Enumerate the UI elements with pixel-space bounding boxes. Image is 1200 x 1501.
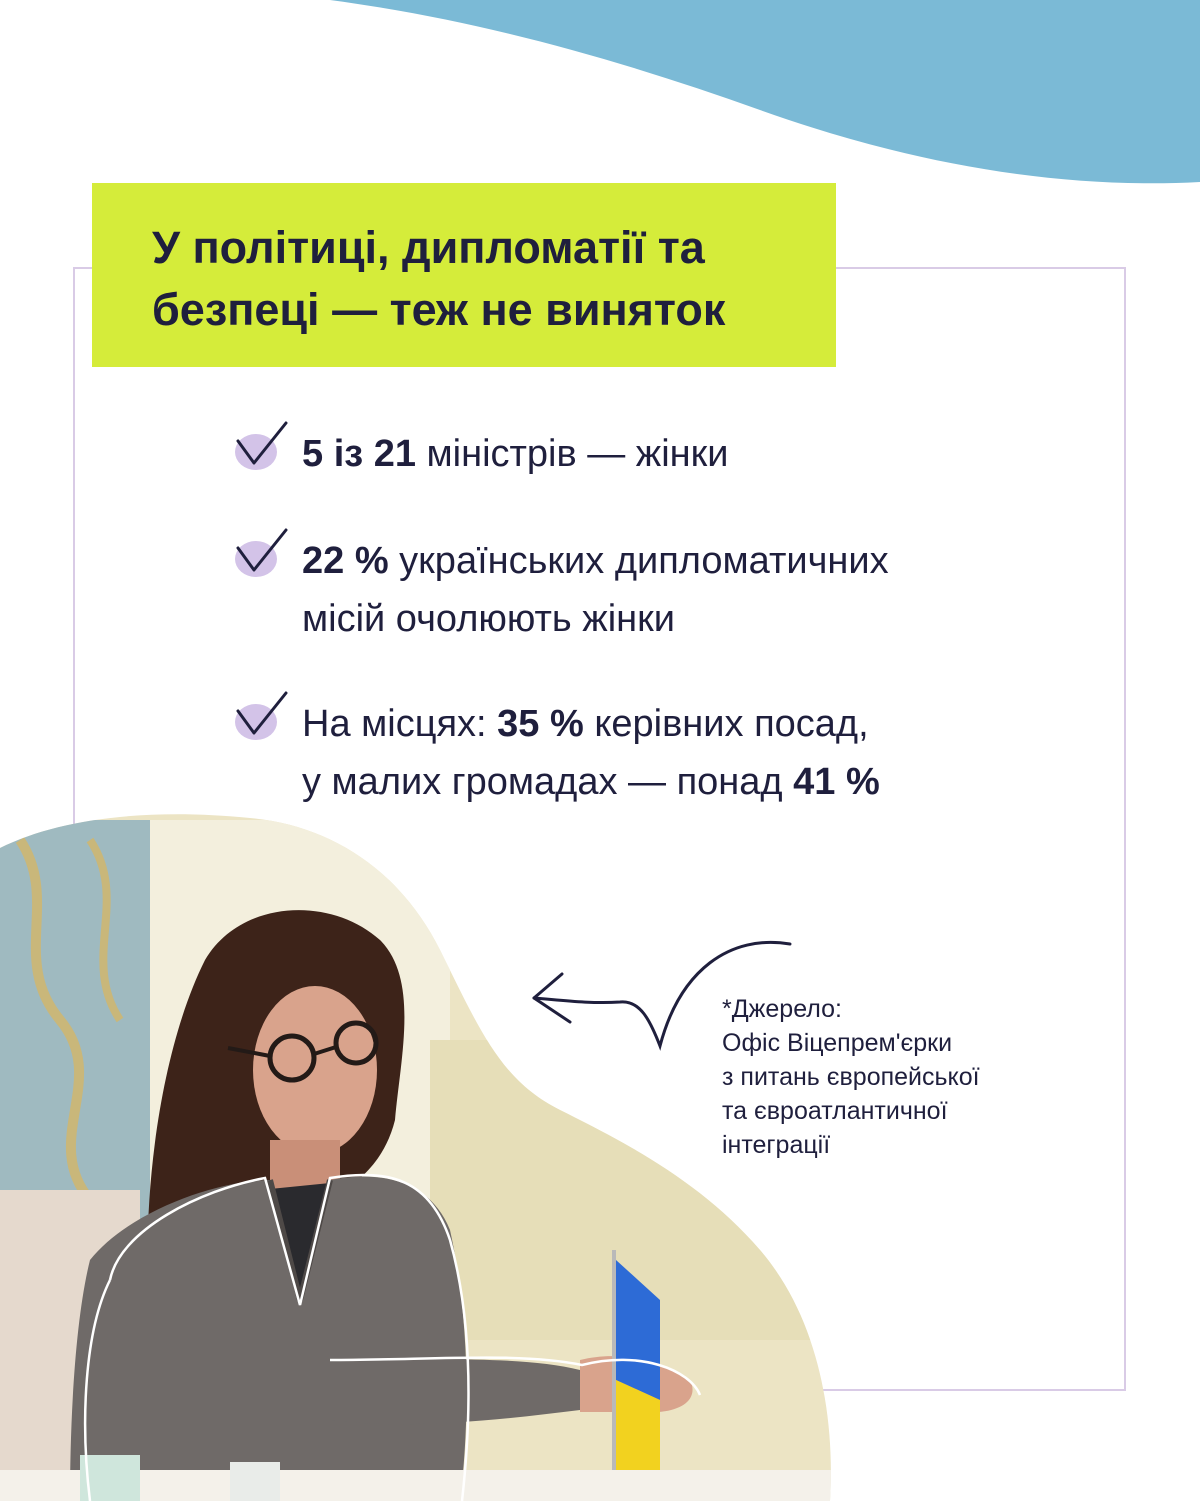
source-line: та євроатлантичної (722, 1097, 948, 1125)
stat-value: 5 із 21 (302, 433, 416, 475)
stat-label: міністрів — жінки (415, 433, 729, 475)
source-label: *Джерело: (722, 995, 842, 1023)
stat-label-prefix: На місцях: (302, 703, 498, 745)
stat-value: 22 % (302, 540, 389, 582)
source-note (722, 992, 980, 1162)
stat-label: українських дипломатичних (388, 540, 889, 582)
source-line: інтеграції (722, 1131, 831, 1159)
stat-label-line-2: місій очолюють жінки (302, 598, 675, 640)
stat-label-line-2: у малих громадах — понад (302, 761, 794, 803)
stat-label: керівних посад, (583, 703, 869, 745)
source-line: з питань європейської (722, 1063, 980, 1091)
source-line: Офіс Віцепрем'єрки (722, 1029, 953, 1057)
title-line-2: безпеці — теж не виняток (152, 284, 726, 335)
stat-value-2: 41 % (793, 761, 880, 803)
title-line-1: У політиці, дипломатії та (152, 222, 705, 273)
stat-value: 35 % (497, 703, 584, 745)
